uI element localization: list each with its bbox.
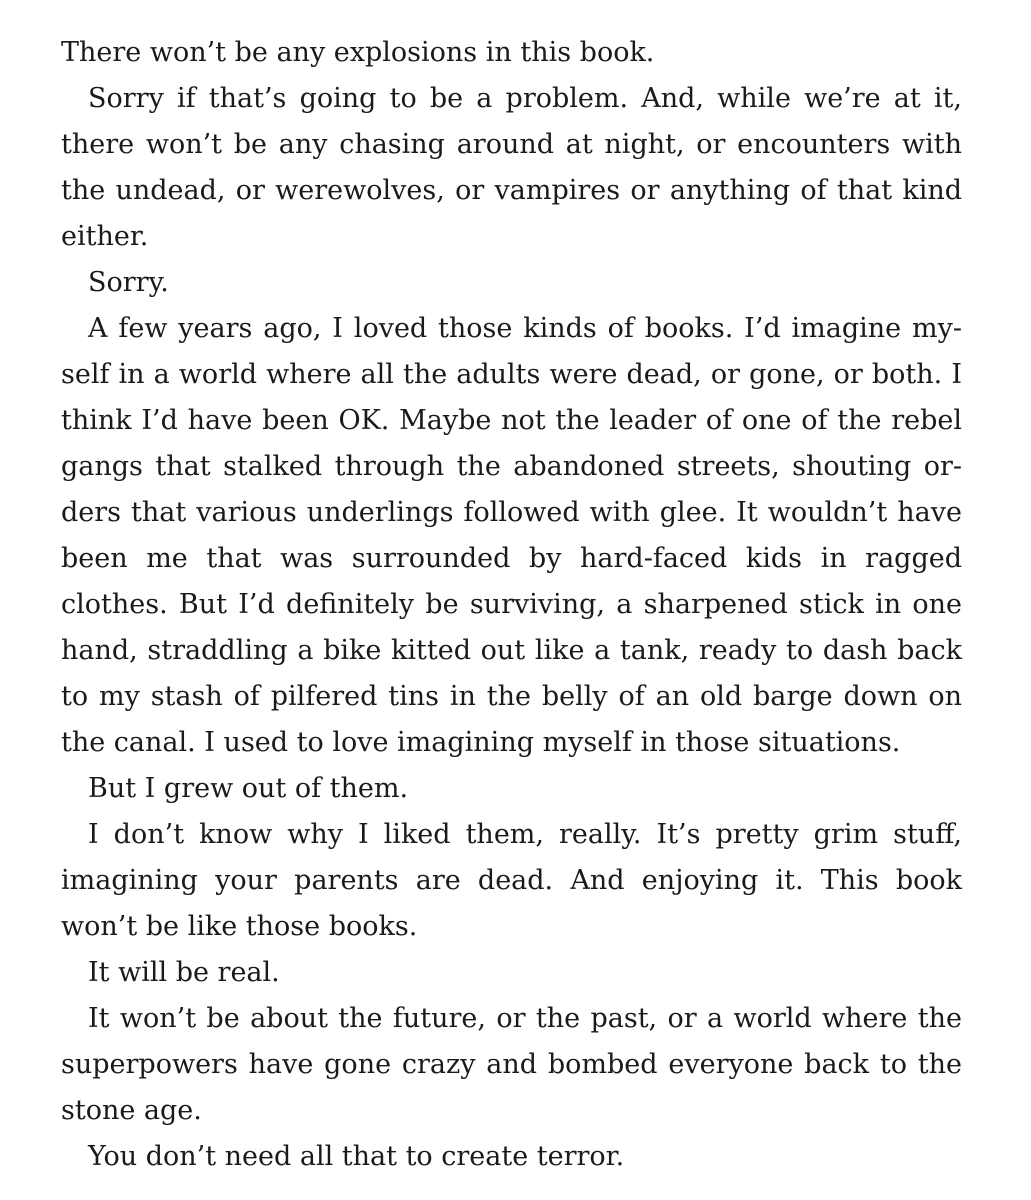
paragraph-5: But I grew out of them.: [88, 773, 409, 804]
paragraph-1: There won’t be any explosions in this book.: [61, 37, 655, 68]
paragraph-8: It won’t be about the future, or the past, or a world where the superpowers have gone crazy and bombed everyone back to the stone age.: [61, 1003, 962, 1126]
paragraph-6: I don’t know why I liked them, really. It’s pretty grim stuff, imagining your parents are dead. And enjoying it. This book won’t be like those books.: [61, 819, 962, 942]
paragraph-9: You don’t need all that to create terror.: [88, 1141, 625, 1172]
book-page: [61, 30, 962, 1180]
paragraph-3: Sorry.: [88, 267, 169, 298]
paragraph-2: Sorry if that’s going to be a problem. And, while we’re at it, there won’t be any chasing around at night, or encounters with the undead, or werewolves, or vampires or anything of that kind either.: [61, 83, 962, 252]
paragraph-7: It will be real.: [88, 957, 280, 988]
paragraph-4: A few years ago, I loved those kinds of books. I’d imagine myself in a world where all the adults were dead, or gone, or both. I think I’d have been OK. Maybe not the leader of one of the rebel gangs that stalked through the abandoned streets, shouting orders that various underlings followed with glee. It wouldn’t have been me that was surrounded by hard-faced kids in ragged clothes. But I’d definitely be surviving, a sharpened stick in one hand, straddling a bike kitted out like a tank, ready to dash back to my stash of pilfered tins in the belly of an old barge down on the canal. I used to love imagining myself in those situations.: [61, 313, 962, 758]
